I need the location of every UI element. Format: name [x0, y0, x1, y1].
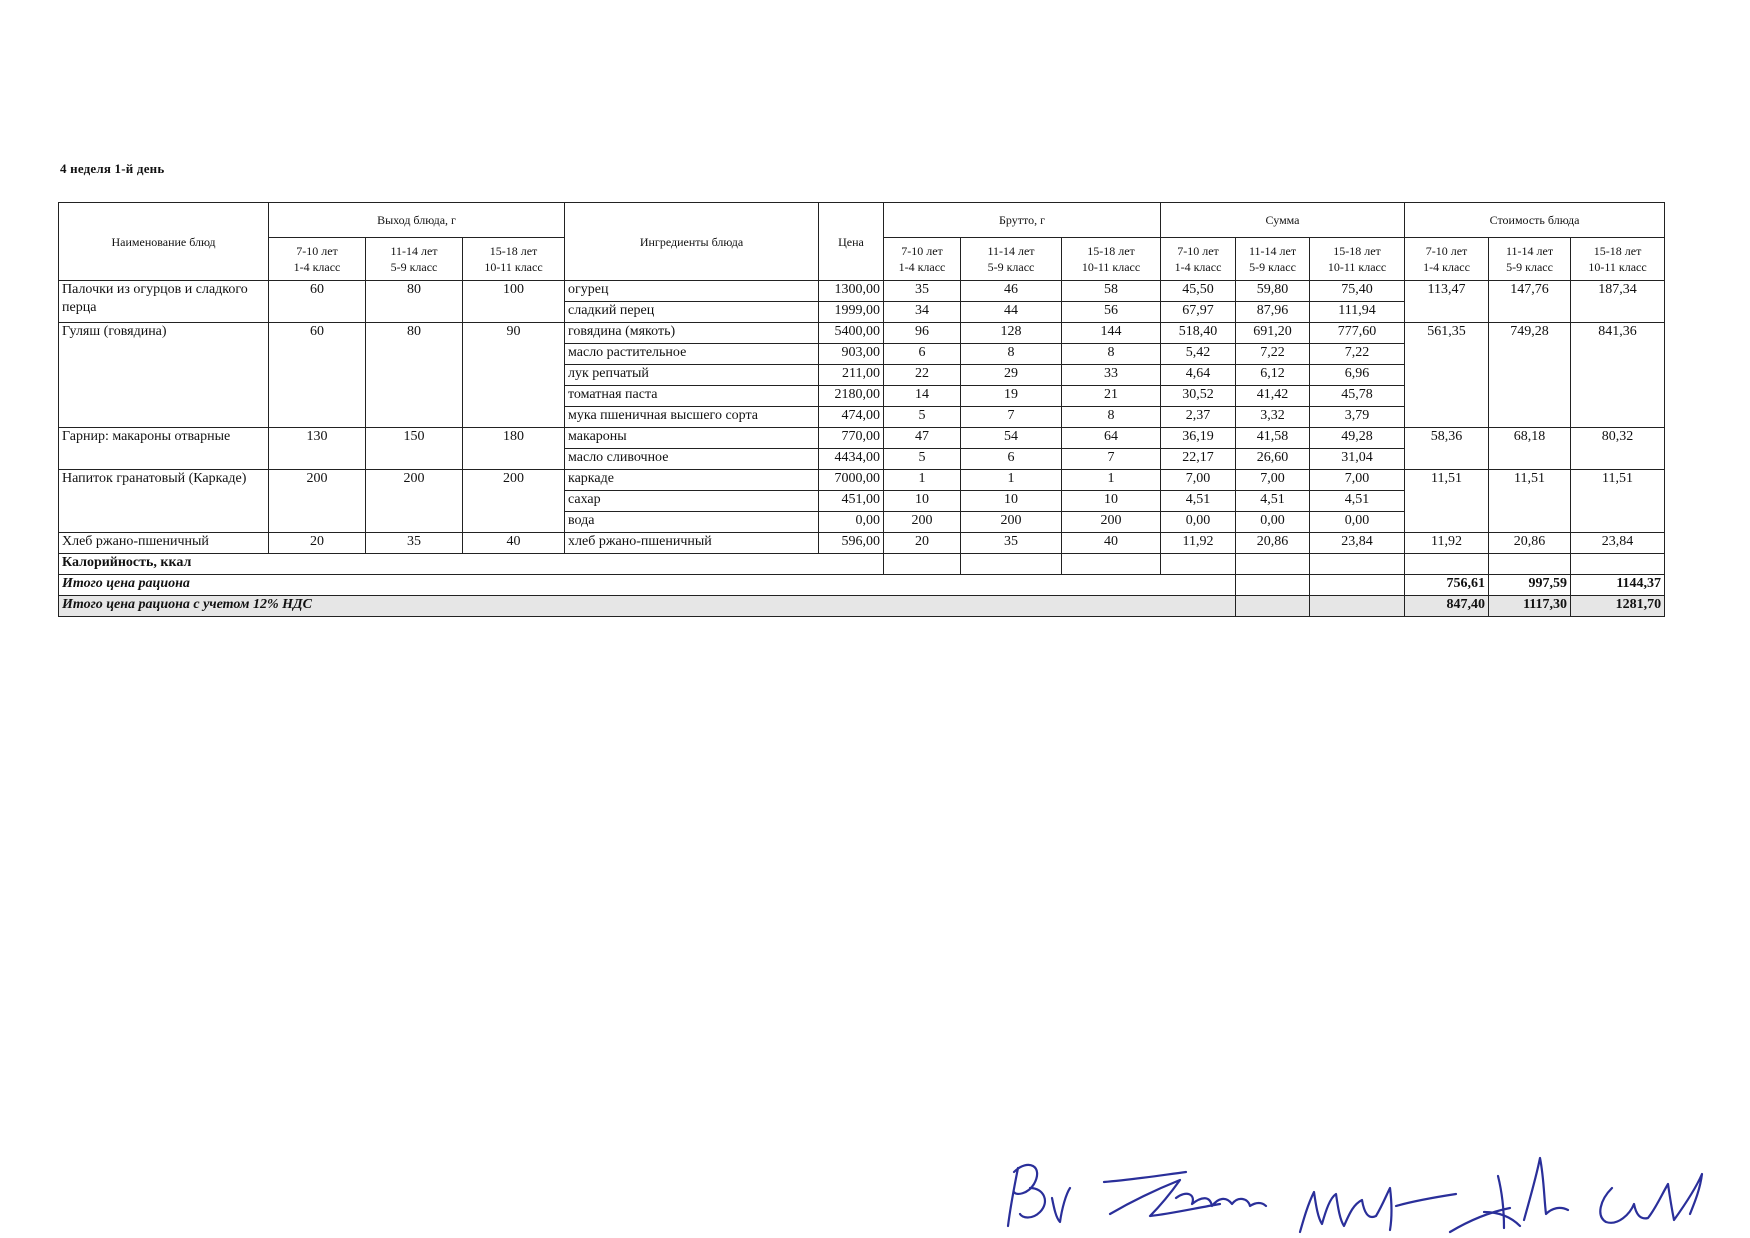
ingredient-gross: 10 — [1062, 491, 1161, 512]
header-yield: Выход блюда, г — [269, 203, 565, 238]
dish-cost: 20,86 — [1489, 533, 1571, 554]
grade-label: 10-11 класс — [1327, 260, 1387, 274]
ingredient-price: 4434,00 — [819, 449, 884, 470]
ingredient-sum: 5,42 — [1161, 344, 1236, 365]
ingredient-gross: 128 — [961, 323, 1062, 344]
ingredient-gross: 33 — [1062, 365, 1161, 386]
ingredient-sum: 7,00 — [1310, 470, 1405, 491]
grade-label: 1-4 класс — [898, 260, 946, 274]
calories-cell — [1489, 554, 1571, 575]
age-range-label: 7-10 лет — [296, 244, 338, 258]
dish-yield: 180 — [463, 428, 565, 470]
cost-age-group-header — [1405, 238, 1489, 281]
ingredient-sum: 87,96 — [1236, 302, 1310, 323]
grade-label: 1-4 класс — [293, 260, 341, 274]
yield-age-group-header — [366, 238, 463, 281]
ingredient-gross: 34 — [884, 302, 961, 323]
dish-name: Гарнир: макароны отварные — [59, 428, 269, 470]
ingredient-sum: 0,00 — [1310, 512, 1405, 533]
dish-yield: 80 — [366, 281, 463, 323]
total-vat-row-empty-cell — [1236, 596, 1310, 617]
ingredient-gross: 144 — [1062, 323, 1161, 344]
dish-yield: 200 — [366, 470, 463, 533]
ingredient-gross: 56 — [1062, 302, 1161, 323]
header-price: Цена — [819, 203, 884, 281]
ingredient-sum: 45,78 — [1310, 386, 1405, 407]
grade-label: 5-9 класс — [987, 260, 1035, 274]
ingredient-gross: 29 — [961, 365, 1062, 386]
ingredient-name: мука пшеничная высшего сорта — [565, 407, 819, 428]
ingredient-gross: 200 — [961, 512, 1062, 533]
total-vat-row-value: 1281,70 — [1571, 596, 1665, 617]
ingredient-gross: 35 — [884, 281, 961, 302]
ingredient-gross: 7 — [961, 407, 1062, 428]
ingredient-sum: 59,80 — [1236, 281, 1310, 302]
dish-cost: 841,36 — [1571, 323, 1665, 428]
dish-cost: 58,36 — [1405, 428, 1489, 470]
ingredient-gross: 54 — [961, 428, 1062, 449]
ingredient-gross: 10 — [884, 491, 961, 512]
grade-label: 5-9 класс — [1249, 260, 1296, 274]
ingredient-gross: 200 — [1062, 512, 1161, 533]
ingredient-sum: 6,96 — [1310, 365, 1405, 386]
ingredient-gross: 21 — [1062, 386, 1161, 407]
age-range-label: 15-18 лет — [1087, 244, 1135, 258]
ingredient-name: масло сливочное — [565, 449, 819, 470]
ingredient-sum: 0,00 — [1161, 512, 1236, 533]
gross-age-group-header — [1062, 238, 1161, 281]
yield-age-group-header — [269, 238, 366, 281]
dish-yield: 200 — [463, 470, 565, 533]
grade-label: 5-9 класс — [1506, 260, 1553, 274]
signature-5 — [1600, 1174, 1702, 1223]
dish-name: Напиток гранатовый (Каркаде) — [59, 470, 269, 533]
age-range-label: 15-18 лет — [1593, 244, 1642, 258]
ingredient-sum: 518,40 — [1161, 323, 1236, 344]
dish-yield: 150 — [366, 428, 463, 470]
ingredient-price: 451,00 — [819, 491, 884, 512]
calories-cell — [1405, 554, 1489, 575]
dish-cost: 113,47 — [1405, 281, 1489, 323]
age-range-label: 15-18 лет — [1333, 244, 1381, 258]
ingredient-gross: 5 — [884, 449, 961, 470]
ingredient-sum: 111,94 — [1310, 302, 1405, 323]
dish-yield: 40 — [463, 533, 565, 554]
dish-yield: 60 — [269, 323, 366, 428]
ingredient-sum: 26,60 — [1236, 449, 1310, 470]
ingredient-sum: 4,51 — [1310, 491, 1405, 512]
ingredient-price: 474,00 — [819, 407, 884, 428]
total-row-empty-cell — [1236, 575, 1310, 596]
total-vat-row-value: 1117,30 — [1489, 596, 1571, 617]
calories-cell — [884, 554, 961, 575]
ingredient-name: масло растительное — [565, 344, 819, 365]
ingredient-sum: 691,20 — [1236, 323, 1310, 344]
ingredient-gross: 22 — [884, 365, 961, 386]
table-body — [59, 281, 1665, 617]
ingredient-sum: 23,84 — [1310, 533, 1405, 554]
ingredient-gross: 8 — [1062, 407, 1161, 428]
ingredient-name: говядина (мякоть) — [565, 323, 819, 344]
menu-cost-table — [58, 202, 1665, 617]
dish-yield: 130 — [269, 428, 366, 470]
total-row-value: 756,61 — [1405, 575, 1489, 596]
calories-cell — [961, 554, 1062, 575]
dish-cost: 749,28 — [1489, 323, 1571, 428]
dish-cost: 11,51 — [1405, 470, 1489, 533]
ingredient-sum: 20,86 — [1236, 533, 1310, 554]
ingredient-gross: 8 — [1062, 344, 1161, 365]
age-range-label: 11-14 лет — [390, 244, 438, 258]
calories-cell — [1161, 554, 1236, 575]
dish-cost: 11,51 — [1489, 470, 1571, 533]
grade-label: 10-11 класс — [484, 260, 543, 274]
signature-2 — [1104, 1172, 1266, 1216]
dish-yield: 200 — [269, 470, 366, 533]
ingredient-sum: 41,58 — [1236, 428, 1310, 449]
ingredient-price: 1300,00 — [819, 281, 884, 302]
ingredient-sum: 75,40 — [1310, 281, 1405, 302]
ingredient-price: 7000,00 — [819, 470, 884, 491]
ingredient-sum: 3,79 — [1310, 407, 1405, 428]
dish-name: Палочки из огурцов и сладкого перца — [59, 281, 269, 323]
calories-cell — [1310, 554, 1405, 575]
ingredient-sum: 0,00 — [1236, 512, 1310, 533]
signature-1 — [1008, 1165, 1070, 1226]
dish-yield: 60 — [269, 281, 366, 323]
ingredient-sum: 45,50 — [1161, 281, 1236, 302]
ingredient-name: лук репчатый — [565, 365, 819, 386]
ingredient-gross: 10 — [961, 491, 1062, 512]
dish-cost: 147,76 — [1489, 281, 1571, 323]
dish-cost: 187,34 — [1571, 281, 1665, 323]
cost-age-group-header — [1489, 238, 1571, 281]
age-range-label: 11-14 лет — [1248, 244, 1297, 258]
age-range-label: 11-14 лет — [1505, 244, 1554, 258]
ingredient-gross: 8 — [961, 344, 1062, 365]
header-cost: Стоимость блюда — [1405, 203, 1665, 238]
ingredient-name: сахар — [565, 491, 819, 512]
dish-cost: 11,51 — [1571, 470, 1665, 533]
header-dish: Наименование блюд — [59, 203, 269, 281]
sum-age-group-header — [1236, 238, 1310, 281]
grade-label: 5-9 класс — [390, 260, 438, 274]
grade-label: 1-4 класс — [1174, 260, 1222, 274]
grade-label: 1-4 класс — [1423, 260, 1470, 274]
ingredient-gross: 47 — [884, 428, 961, 449]
ingredient-sum: 3,32 — [1236, 407, 1310, 428]
total-vat-row-value: 847,40 — [1405, 596, 1489, 617]
header-ingredients: Ингредиенты блюда — [565, 203, 819, 281]
ingredient-sum: 36,19 — [1161, 428, 1236, 449]
ingredient-gross: 1 — [961, 470, 1062, 491]
ingredient-price: 770,00 — [819, 428, 884, 449]
age-range-label: 7-10 лет — [901, 244, 943, 258]
ingredient-name: томатная паста — [565, 386, 819, 407]
dish-cost: 561,35 — [1405, 323, 1489, 428]
dish-yield: 80 — [366, 323, 463, 428]
ingredient-name: огурец — [565, 281, 819, 302]
dish-yield: 90 — [463, 323, 565, 428]
ingredient-price: 903,00 — [819, 344, 884, 365]
total-row-empty-cell — [1310, 575, 1405, 596]
ingredient-gross: 96 — [884, 323, 961, 344]
signature-4 — [1450, 1158, 1568, 1232]
ingredient-sum: 7,22 — [1310, 344, 1405, 365]
calories-cell — [1571, 554, 1665, 575]
total-row-label: Итого цена рациона — [59, 575, 1236, 596]
age-range-label: 11-14 лет — [987, 244, 1035, 258]
calories-cell — [1236, 554, 1310, 575]
yield-age-group-header — [463, 238, 565, 281]
header-gross: Брутто, г — [884, 203, 1161, 238]
ingredient-gross: 19 — [961, 386, 1062, 407]
ingredient-gross: 7 — [1062, 449, 1161, 470]
ingredient-price: 596,00 — [819, 533, 884, 554]
sum-age-group-header — [1161, 238, 1236, 281]
handwritten-signatures — [1000, 1148, 1720, 1238]
ingredient-gross: 200 — [884, 512, 961, 533]
ingredient-price: 0,00 — [819, 512, 884, 533]
ingredient-gross: 35 — [961, 533, 1062, 554]
ingredient-gross: 5 — [884, 407, 961, 428]
ingredient-row — [59, 281, 1665, 302]
ingredient-gross: 58 — [1062, 281, 1161, 302]
ingredient-price: 1999,00 — [819, 302, 884, 323]
ingredient-sum: 41,42 — [1236, 386, 1310, 407]
ingredient-gross: 1 — [1062, 470, 1161, 491]
ingredient-row — [59, 323, 1665, 344]
ingredient-sum: 22,17 — [1161, 449, 1236, 470]
sum-age-group-header — [1310, 238, 1405, 281]
ingredient-sum: 30,52 — [1161, 386, 1236, 407]
dish-yield: 35 — [366, 533, 463, 554]
ingredient-gross: 44 — [961, 302, 1062, 323]
total-row-value: 997,59 — [1489, 575, 1571, 596]
ingredient-sum: 67,97 — [1161, 302, 1236, 323]
ingredient-sum: 4,51 — [1236, 491, 1310, 512]
ingredient-sum: 7,00 — [1161, 470, 1236, 491]
cost-age-group-header — [1571, 238, 1665, 281]
dish-name: Хлеб ржано-пшеничный — [59, 533, 269, 554]
dish-cost: 68,18 — [1489, 428, 1571, 470]
dish-name: Гуляш (говядина) — [59, 323, 269, 428]
ingredient-sum: 2,37 — [1161, 407, 1236, 428]
ingredient-gross: 40 — [1062, 533, 1161, 554]
ingredient-sum: 4,64 — [1161, 365, 1236, 386]
dish-cost: 11,92 — [1405, 533, 1489, 554]
ingredient-gross: 6 — [884, 344, 961, 365]
table-header — [59, 203, 1665, 281]
ingredient-name: вода — [565, 512, 819, 533]
ingredient-row — [59, 428, 1665, 449]
ingredient-gross: 46 — [961, 281, 1062, 302]
ingredient-price: 211,00 — [819, 365, 884, 386]
total-row-value: 1144,37 — [1571, 575, 1665, 596]
ingredient-gross: 20 — [884, 533, 961, 554]
ingredient-name: макароны — [565, 428, 819, 449]
ingredient-sum: 31,04 — [1310, 449, 1405, 470]
ingredient-sum: 11,92 — [1161, 533, 1236, 554]
ingredient-sum: 7,22 — [1236, 344, 1310, 365]
signature-3 — [1300, 1188, 1456, 1232]
gross-age-group-header — [884, 238, 961, 281]
age-range-label: 7-10 лет — [1177, 244, 1219, 258]
ingredient-price: 2180,00 — [819, 386, 884, 407]
age-range-label: 15-18 лет — [489, 244, 538, 258]
header-sum: Сумма — [1161, 203, 1405, 238]
grade-label: 10-11 класс — [1588, 260, 1647, 274]
ingredient-sum: 49,28 — [1310, 428, 1405, 449]
ingredient-name: каркаде — [565, 470, 819, 491]
ingredient-gross: 1 — [884, 470, 961, 491]
total-vat-row-empty-cell — [1310, 596, 1405, 617]
calories-row — [59, 554, 1665, 575]
calories-label: Калорийность, ккал — [59, 554, 884, 575]
dish-cost: 80,32 — [1571, 428, 1665, 470]
total-row — [59, 575, 1665, 596]
ingredient-row — [59, 470, 1665, 491]
ingredient-gross: 14 — [884, 386, 961, 407]
dish-yield: 20 — [269, 533, 366, 554]
total-vat-row — [59, 596, 1665, 617]
grade-label: 10-11 класс — [1081, 260, 1141, 274]
dish-cost: 23,84 — [1571, 533, 1665, 554]
age-range-label: 7-10 лет — [1425, 244, 1468, 258]
ingredient-gross: 6 — [961, 449, 1062, 470]
ingredient-name: сладкий перец — [565, 302, 819, 323]
total-vat-row-label: Итого цена рациона с учетом 12% НДС — [59, 596, 1236, 617]
ingredient-sum: 777,60 — [1310, 323, 1405, 344]
ingredient-sum: 7,00 — [1236, 470, 1310, 491]
ingredient-sum: 4,51 — [1161, 491, 1236, 512]
ingredient-sum: 6,12 — [1236, 365, 1310, 386]
calories-cell — [1062, 554, 1161, 575]
ingredient-gross: 64 — [1062, 428, 1161, 449]
ingredient-name: хлеб ржано-пшеничный — [565, 533, 819, 554]
ingredient-price: 5400,00 — [819, 323, 884, 344]
ingredient-row — [59, 533, 1665, 554]
gross-age-group-header — [961, 238, 1062, 281]
document-title: 4 неделя 1-й день — [60, 161, 165, 176]
dish-yield: 100 — [463, 281, 565, 323]
